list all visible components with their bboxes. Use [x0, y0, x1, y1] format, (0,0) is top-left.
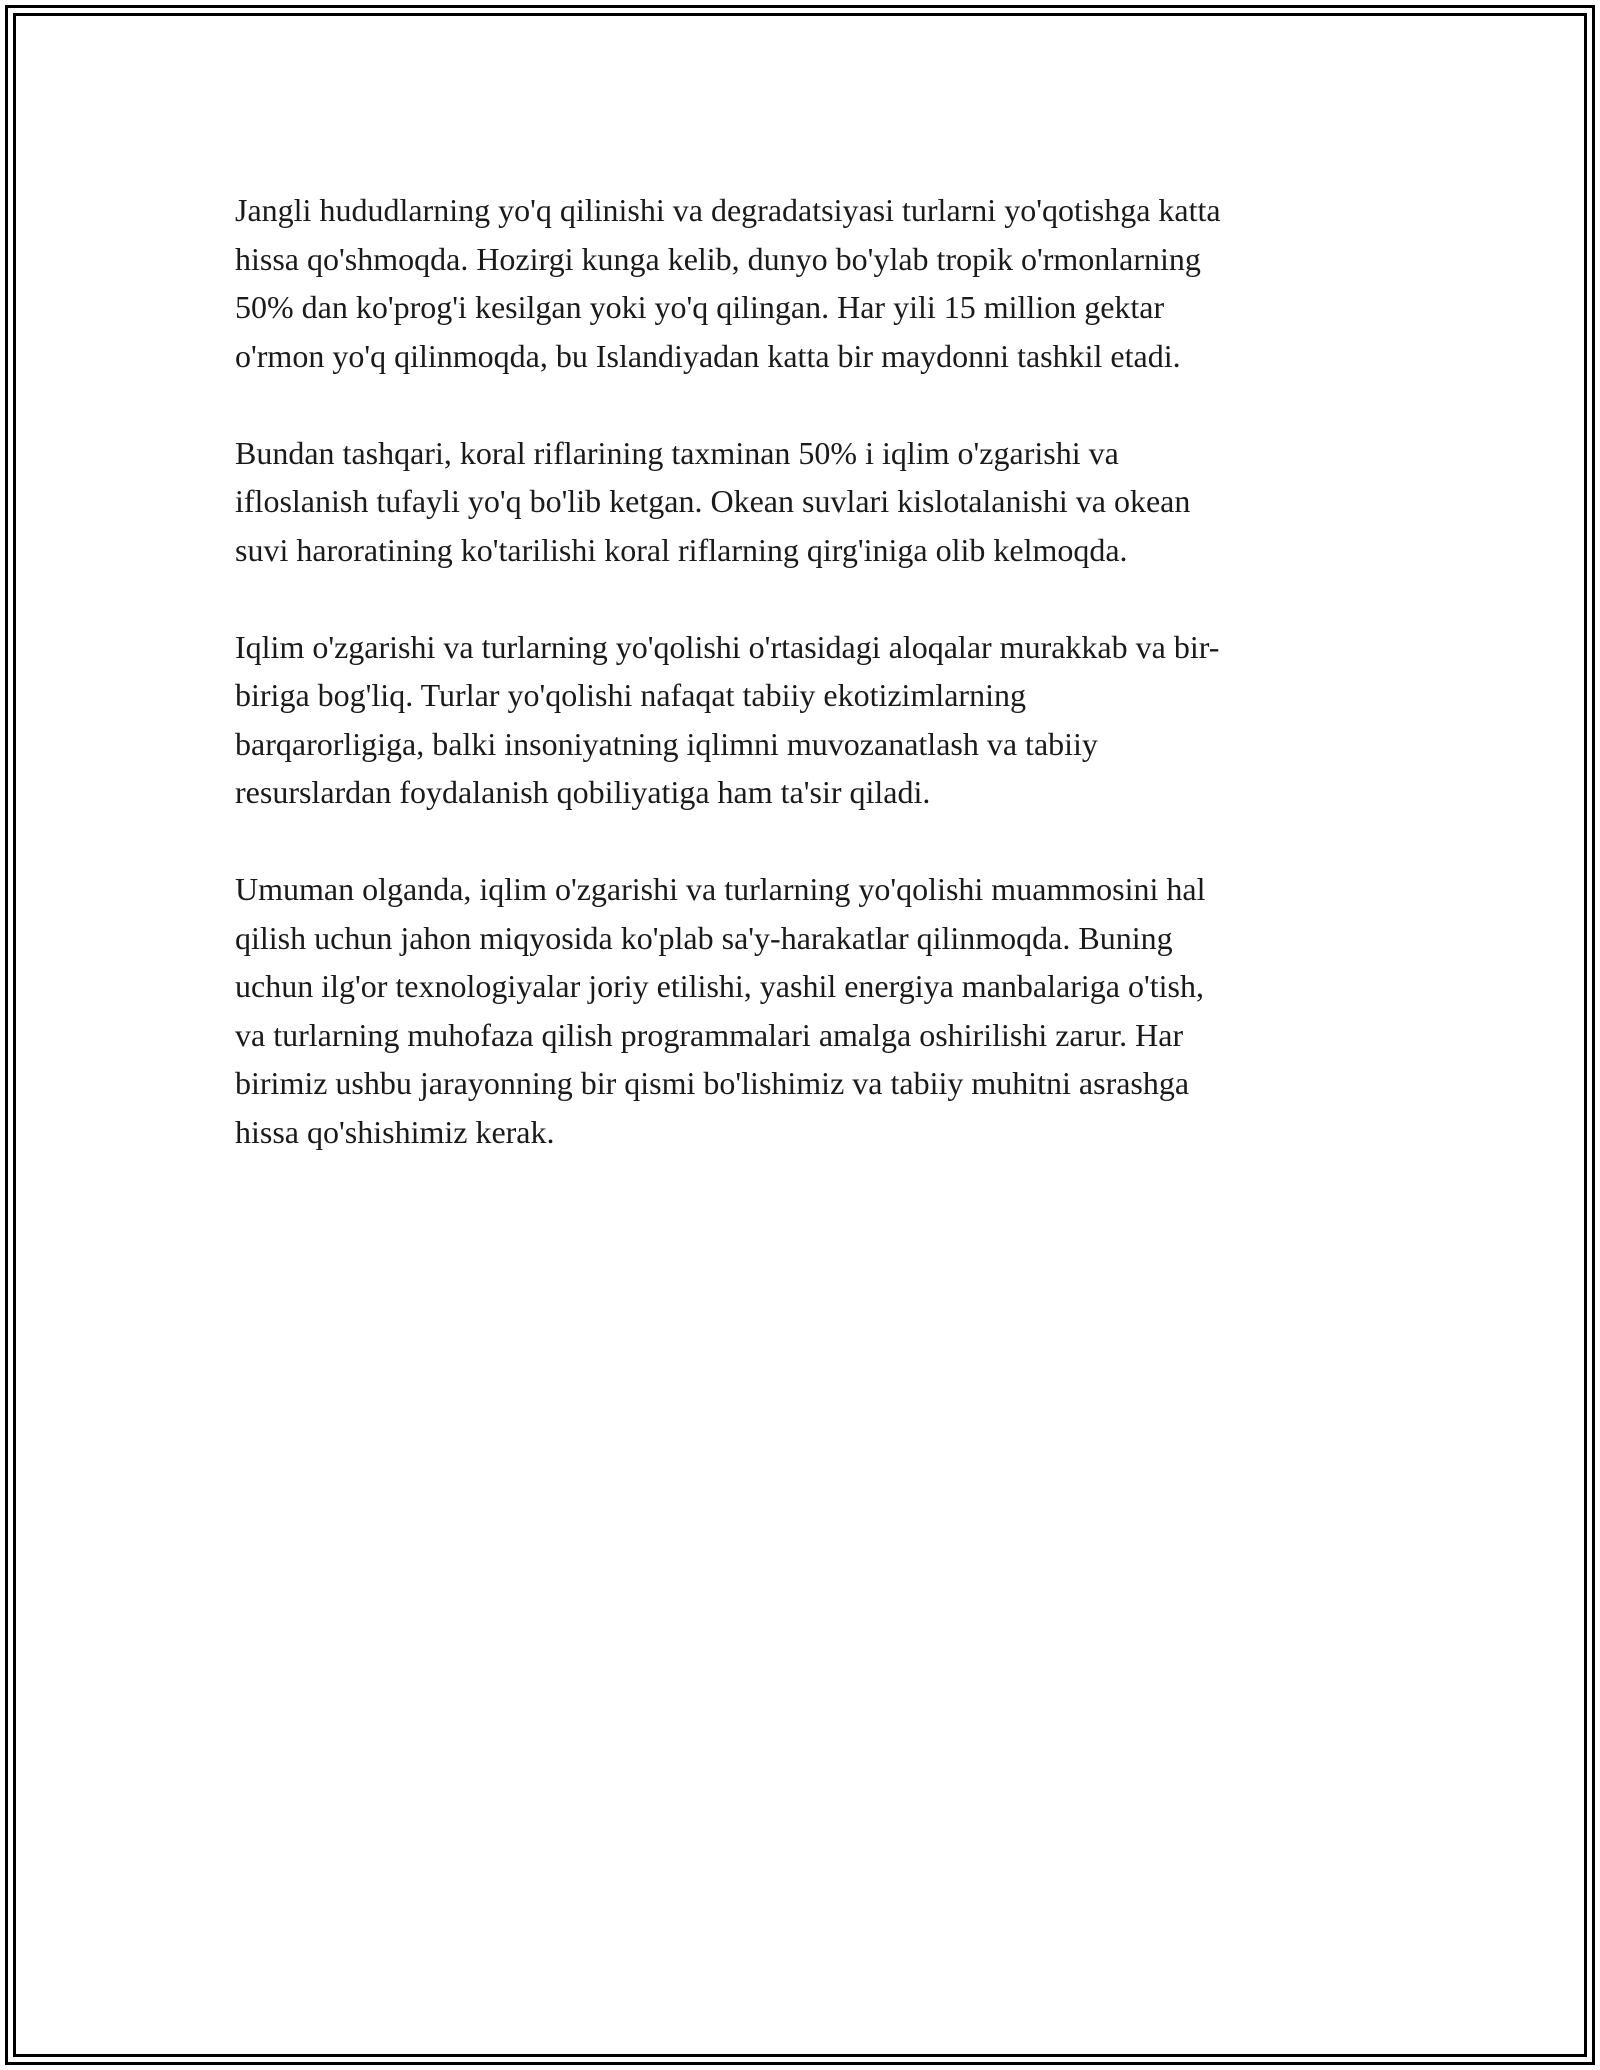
text-line: Iqlim o'zgarishi va turlarning yo'qolishi o'rtasidagi aloqalar murakkab va bir-: [235, 628, 1220, 665]
paragraph-coral-reefs: [235, 429, 1375, 575]
text-line: hissa qo'shmoqda. Hozirgi kunga kelib, dunyo bo'ylab tropik o'rmonlarning: [235, 240, 1201, 277]
text-line: Bundan tashqari, koral riflarining taxminan 50% i iqlim o'zgarishi va: [235, 434, 1119, 471]
text-line: Jangli hududlarning yo'q qilinishi va degradatsiyasi turlarni yo'qotishga katta: [235, 192, 1221, 228]
text-line: biriga bog'liq. Turlar yo'qolishi nafaqat tabiiy ekotizimlarning: [235, 677, 1026, 713]
text-line: birimiz ushbu jarayonning bir qismi bo'lishimiz va tabiiy muhitni asrashga: [235, 1065, 1190, 1101]
text-line: hissa qo'shishimiz kerak.: [235, 1113, 555, 1150]
paragraph-conclusion: [235, 865, 1375, 1156]
paragraph-deforestation: [235, 186, 1375, 380]
text-line: uchun ilg'or texnologiyalar joriy etilishi, yashil energiya manbalariga o'tish,: [235, 968, 1204, 1004]
text-line: qilish uchun jahon miqyosida ko'plab sa'y-harakatlar qilinmoqda. Buning: [235, 919, 1173, 956]
text-line: o'rmon yo'q qilinmoqda, bu Islandiyadan katta bir maydonni tashkil etadi.: [235, 337, 1181, 374]
text-line: barqarorligiga, balki insoniyatning iqlimni muvozanatlash va tabiiy: [235, 725, 1098, 762]
text-line: 50% dan ko'prog'i kesilgan yoki yo'q qilingan. Har yili 15 million gektar: [235, 289, 1165, 325]
paragraph-climate-links: [235, 623, 1375, 817]
text-line: resurslardan foydalanish qobiliyatiga ham ta'sir qiladi.: [235, 774, 931, 810]
document-body: [235, 186, 1375, 1205]
text-line: ifloslanish tufayli yo'q bo'lib ketgan. Okean suvlari kislotalanishi va okean: [235, 483, 1191, 519]
text-line: Umuman olganda, iqlim o'zgarishi va turlarning yo'qolishi muammosini hal: [235, 871, 1206, 907]
text-line: va turlarning muhofaza qilish programmalari amalga oshirilishi zarur. Har: [235, 1016, 1184, 1053]
text-line: suvi haroratining ko'tarilishi koral riflarning qirg'iniga olib kelmoqda.: [235, 531, 1128, 568]
